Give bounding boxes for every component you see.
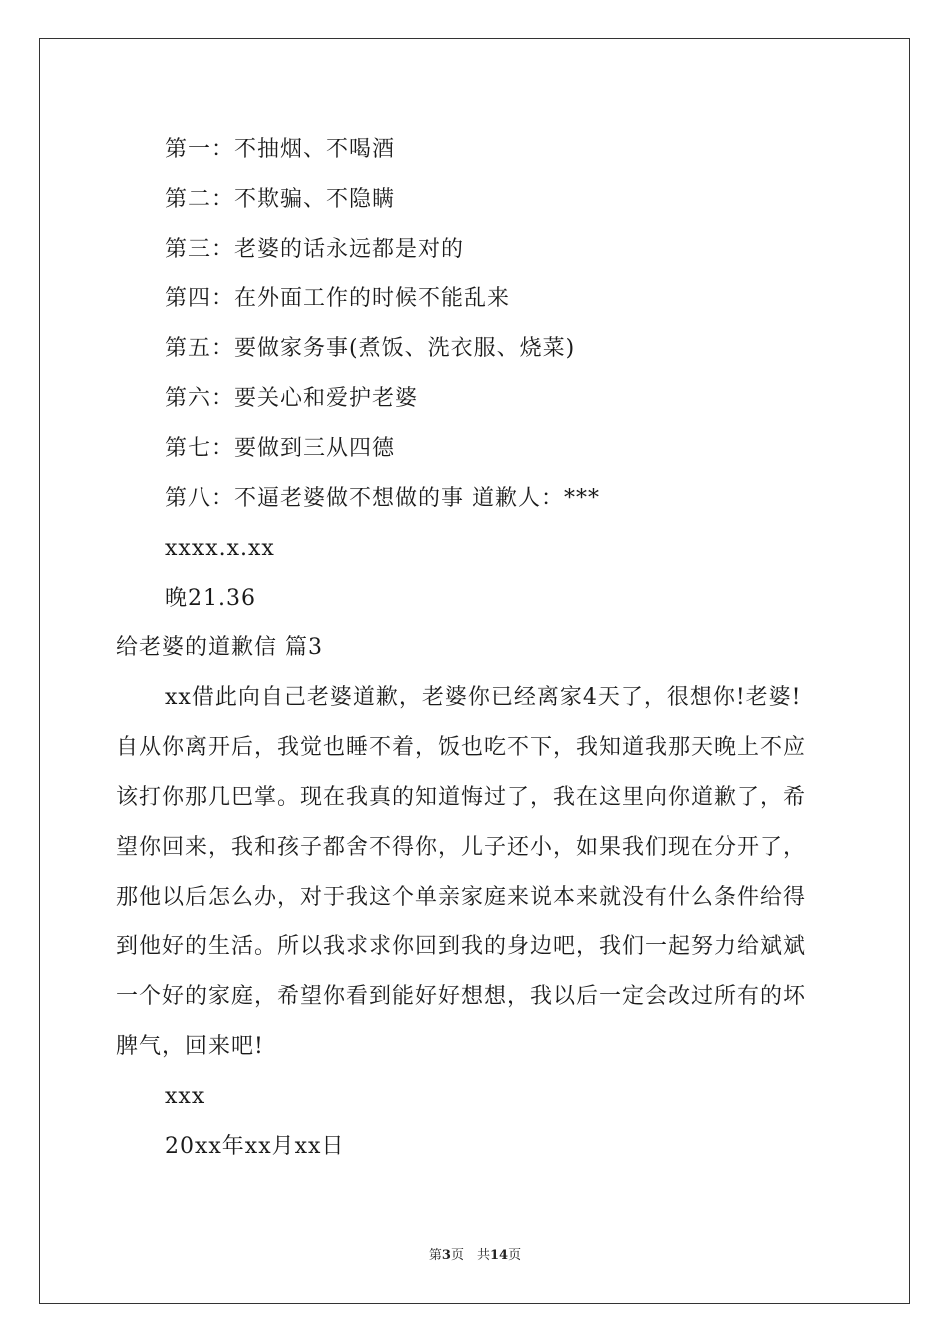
list-item-8: 第八：不逼老婆做不想做的事 道歉人：*** bbox=[165, 486, 600, 511]
list-item-7: 第七：要做到三从四德 bbox=[165, 436, 396, 461]
list-item-5: 第五：要做家务事(煮饭、洗衣服、烧菜) bbox=[165, 336, 576, 361]
page-footer bbox=[0, 1247, 950, 1265]
list-item-2: 第二：不欺骗、不隐瞒 bbox=[165, 187, 396, 212]
list-item-6: 第六：要关心和爱护老婆 bbox=[165, 386, 419, 411]
footer-suffix: 页 bbox=[508, 1248, 522, 1263]
footer-mid: 页 共 bbox=[450, 1248, 490, 1263]
date-line: xxxx.x.xx bbox=[165, 536, 275, 561]
paragraph-line-6: 到他好的生活。所以我求求你回到我的身边吧，我们一起努力给斌斌 bbox=[116, 934, 807, 959]
footer-page-number: 3 bbox=[441, 1248, 451, 1263]
paragraph-line-1: xx借此向自己老婆道歉，老婆你已经离家4天了，很想你!老婆! bbox=[165, 685, 802, 710]
signature-date: 20xx年xx月xx日 bbox=[165, 1134, 345, 1159]
paragraph-line-3: 该打你那几巴掌。现在我真的知道悔过了，我在这里向你道歉了，希 bbox=[116, 785, 807, 810]
paragraph-line-8: 脾气，回来吧! bbox=[116, 1034, 264, 1059]
paragraph-line-2: 自从你离开后，我觉也睡不着，饭也吃不下，我知道我那天晚上不应 bbox=[116, 735, 807, 760]
signature: xxx bbox=[165, 1084, 206, 1109]
list-item-1: 第一：不抽烟、不喝酒 bbox=[165, 137, 396, 162]
footer-prefix: 第 bbox=[428, 1248, 442, 1263]
paragraph-line-4: 望你回来，我和孩子都舍不得你，儿子还小，如果我们现在分开了， bbox=[116, 835, 807, 860]
paragraph-line-7: 一个好的家庭，希望你看到能好好想想，我以后一定会改过所有的坏 bbox=[116, 984, 807, 1009]
time-line: 晚21.36 bbox=[165, 586, 256, 611]
section-title: 给老婆的道歉信 篇3 bbox=[116, 635, 323, 660]
list-item-3: 第三：老婆的话永远都是对的 bbox=[165, 237, 465, 262]
page-border bbox=[39, 38, 910, 1304]
list-item-4: 第四：在外面工作的时候不能乱来 bbox=[165, 286, 511, 311]
paragraph-line-5: 那他以后怎么办，对于我这个单亲家庭来说本来就没有什么条件给得 bbox=[116, 885, 807, 910]
footer-total-pages: 14 bbox=[489, 1248, 509, 1263]
